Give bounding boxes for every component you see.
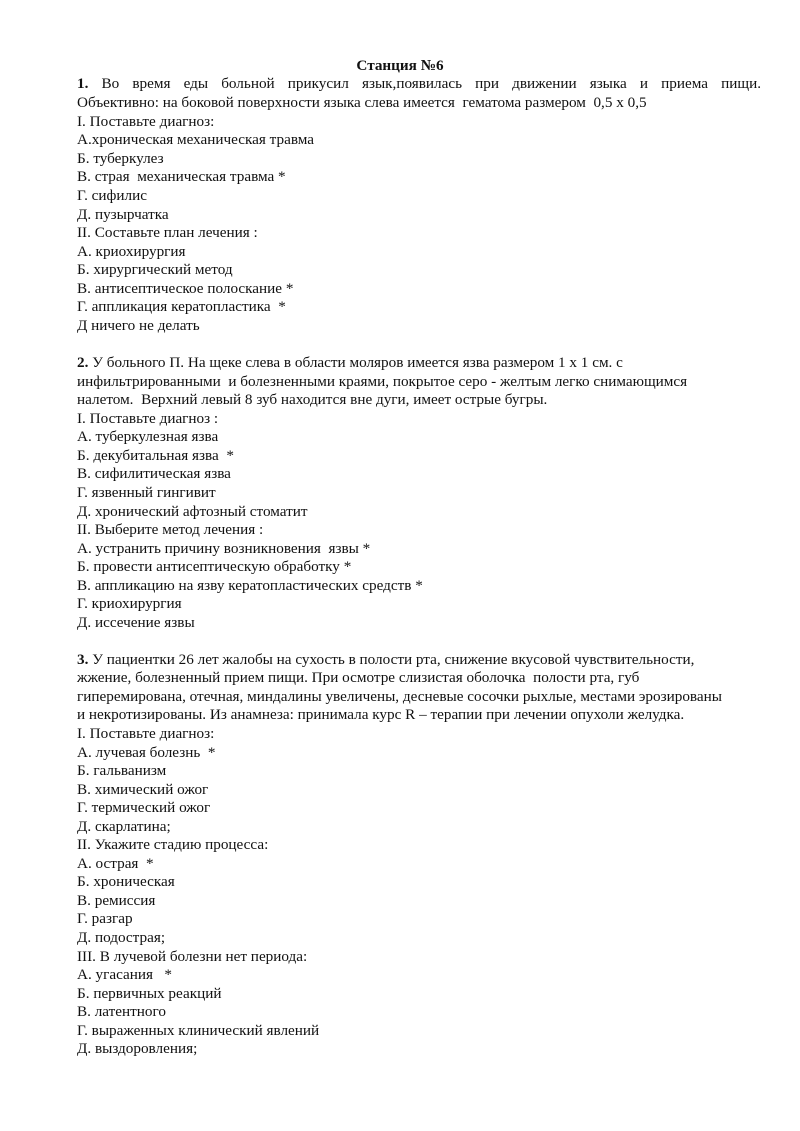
- q1-part1-prompt: I. Поставьте диагноз:: [77, 113, 215, 130]
- q1-part1-option: Д. пузырчатка: [77, 206, 169, 223]
- q3-text-line-4: и некротизированы. Из анамнеза: принимала курс R – терапии при лечении опухоли желудка.: [77, 706, 685, 723]
- q1-part2-option: Г. аппликация кератопластика *: [77, 298, 286, 315]
- q1-part2-option: Д ничего не делать: [77, 317, 200, 334]
- q3-part3-option: В. латентного: [77, 1003, 166, 1020]
- q1-part2-option: Б. хирургический метод: [77, 261, 233, 278]
- q3-part1-option: В. химический ожог: [77, 781, 209, 798]
- q2-part2-option: Д. иссечение язвы: [77, 614, 195, 631]
- q1-part1-option: А.хроническая механическая травма: [77, 131, 315, 148]
- q2-text-line-2: инфильтрированными и болезненными краями, покрытое серо - желтым легко снимающимся: [77, 373, 688, 390]
- q3-part2-prompt: II. Укажите стадию процесса:: [77, 836, 269, 853]
- q1-part2-option: В. антисептическое полоскание *: [77, 280, 294, 297]
- q2-part1-option: В. сифилитическая язва: [77, 465, 231, 482]
- q1-part2-prompt: II. Составьте план лечения :: [77, 224, 258, 241]
- q2-text-line-3: налетом. Верхний левый 8 зуб находится вне дуги, имеет острые бугры.: [77, 391, 548, 408]
- q2-part1-option: Д. хронический афтозный стоматит: [77, 503, 308, 520]
- q3-part3-option: Г. выраженных клинический явлений: [77, 1022, 320, 1039]
- q2-part1-option: Г. язвенный гингивит: [77, 484, 216, 501]
- q2-number: 2.: [77, 354, 89, 371]
- q2-part2-prompt: II. Выберите метод лечения :: [77, 521, 264, 538]
- q3-part2-option: В. ремиссия: [77, 892, 156, 909]
- q3-part1-option: А. лучевая болезнь *: [77, 744, 216, 761]
- q1-part2-option: А. криохирургия: [77, 243, 186, 260]
- q3-part3-prompt: III. В лучевой болезни нет периода:: [77, 948, 308, 965]
- q3-part3-option: Б. первичных реакций: [77, 985, 222, 1002]
- q3-part1-option: Г. термический ожог: [77, 799, 211, 816]
- q3-part3-option: Д. выздоровления;: [77, 1040, 198, 1057]
- q2-part2-option: А. устранить причину возникновения язвы *: [77, 540, 371, 557]
- q3-text-line-3: гиперемирована, отечная, миндалины увеличены, десневые сосочки рыхлые, местами эрозированы: [77, 688, 722, 705]
- q3-text-line-2: жжение, болезненный прием пищи. При осмотре слизистая оболочка полости рта, губ: [77, 669, 640, 686]
- q1-text-line-1: 1. Во время еды больной прикусил язык,появилась при движении языка и приема пищи.: [77, 75, 761, 92]
- q3-part2-option: Б. хроническая: [77, 873, 175, 890]
- q1-part1-option: Г. сифилис: [77, 187, 147, 204]
- q1-part1-option: В. страя механическая травма *: [77, 168, 286, 185]
- q3-part3-option: А. угасания *: [77, 966, 173, 983]
- q2-part2-option: В. аппликацию на язву кератопластических средств *: [77, 577, 423, 594]
- q2-part2-option: Г. криохирургия: [77, 595, 182, 612]
- q3-part1-prompt: I. Поставьте диагноз:: [77, 725, 215, 742]
- page-title: Станция №6: [356, 57, 444, 74]
- q3-part1-option: Б. гальванизм: [77, 762, 167, 779]
- q1-text-line-2: Объективно: на боковой поверхности языка слева имеется гематома размером 0,5 х 0,5: [77, 94, 647, 111]
- q3-text-line-1: 3. У пациентки 26 лет жалобы на сухость в полости рта, снижение вкусовой чувствительности,: [77, 651, 695, 668]
- q3-part2-option: Д. подострая;: [77, 929, 166, 946]
- q2-part1-option: Б. декубитальная язва *: [77, 447, 234, 464]
- q2-part2-option: Б. провести антисептическую обработку *: [77, 558, 352, 575]
- q3-number: 3.: [77, 651, 89, 668]
- q2-text-line-1: 2. У больного П. На щеке слева в области моляров имеется язва размером 1 х 1 см. с: [77, 354, 623, 371]
- q3-part1-option: Д. скарлатина;: [77, 818, 171, 835]
- q1-number: 1.: [77, 75, 89, 92]
- q3-part2-option: А. острая *: [77, 855, 154, 872]
- q2-part1-option: А. туберкулезная язва: [77, 428, 219, 445]
- q3-part2-option: Г. разгар: [77, 910, 133, 927]
- q2-part1-prompt: I. Поставьте диагноз :: [77, 410, 219, 427]
- q1-part1-option: Б. туберкулез: [77, 150, 164, 167]
